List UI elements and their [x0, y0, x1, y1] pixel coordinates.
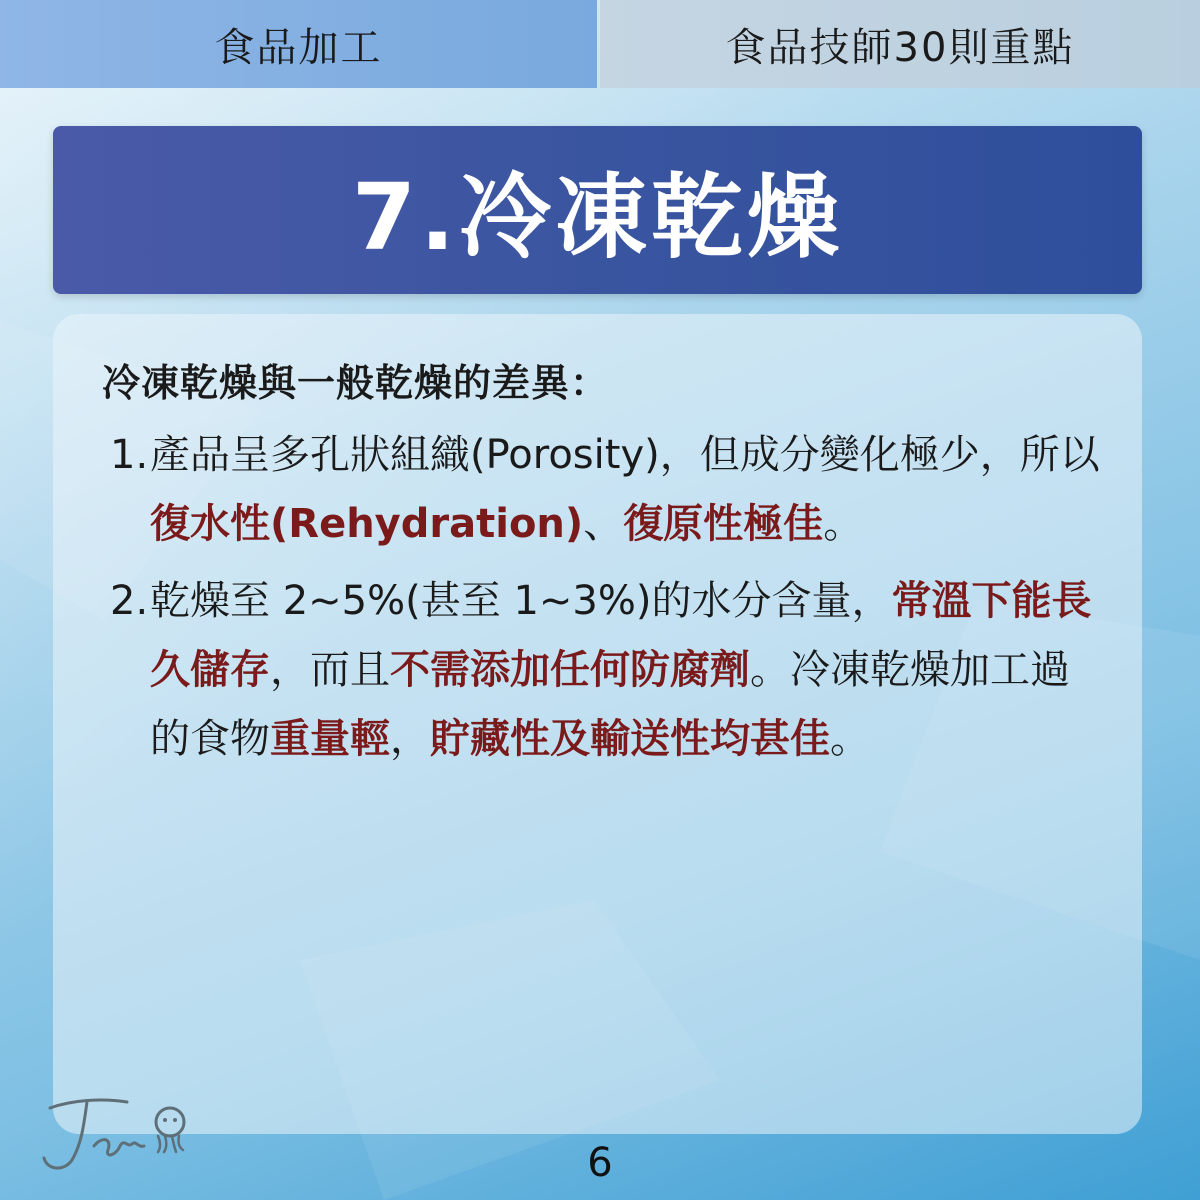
section-heading: 冷凍乾燥與一般乾燥的差異： — [102, 361, 610, 405]
page-number: 6 — [587, 1140, 613, 1186]
title-banner — [53, 126, 1142, 294]
highlight-text: 貯藏性及輸送性均甚佳 — [430, 716, 830, 762]
text: 。冷凍乾燥加工過的食物 — [150, 647, 1070, 762]
list-item — [102, 421, 1102, 559]
tab-label: 食品技師30則重點 — [725, 24, 1075, 71]
text: 乾燥至 2~5%(甚至 1~3%)的水分含量， — [150, 578, 892, 624]
tab-food-processing[interactable] — [0, 0, 597, 88]
text: 產品呈多孔狀組織(Porosity)，但成分變化極少，所以 — [150, 432, 1100, 478]
list-number: 2. — [110, 578, 149, 624]
highlight-text: 復水性(Rehydration) — [150, 501, 584, 547]
text: ，而且 — [270, 647, 390, 693]
text: 。 — [830, 716, 870, 762]
highlight-text: 不需添加任何防腐劑 — [390, 647, 750, 693]
highlight-text: 常溫下能長久儲存 — [150, 578, 1092, 693]
content-body — [102, 352, 1102, 774]
tab-food-technologist-30-points[interactable] — [600, 0, 1200, 88]
text: 。 — [823, 501, 864, 547]
highlight-text: 重量輕 — [270, 716, 390, 762]
list-item — [102, 567, 1102, 774]
text: ， — [390, 716, 430, 762]
list-number: 1. — [110, 432, 149, 478]
highlight-text: 復原性極佳 — [623, 501, 824, 547]
page-title: 7.冷凍乾燥 — [352, 164, 843, 271]
text: 、 — [583, 501, 624, 547]
tab-label: 食品加工 — [214, 24, 383, 71]
